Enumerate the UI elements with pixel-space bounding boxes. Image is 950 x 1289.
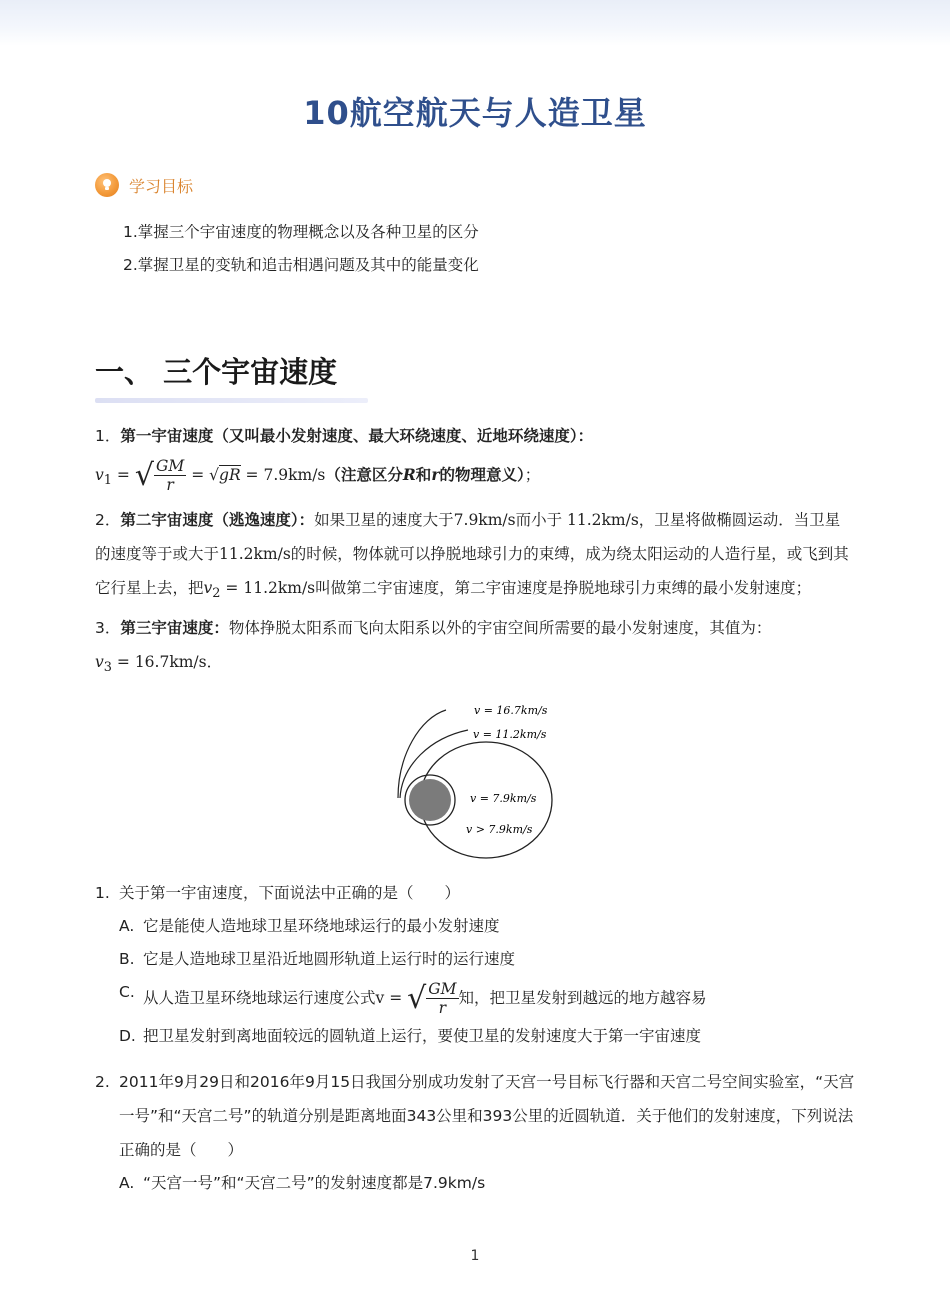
third-velocity-value: $v_3 = 16.7km/s$． bbox=[95, 653, 223, 676]
section-underline bbox=[95, 398, 368, 403]
page-number: 1 bbox=[470, 1248, 480, 1264]
body-content bbox=[95, 419, 855, 685]
paragraph-first-cosmic-velocity: 1．第一宇宙速度（又叫最小发射速度、最大环绕速度、近地环绕速度）： bbox=[95, 427, 594, 445]
section-title: 一、 三个宇宙速度 bbox=[95, 355, 338, 389]
learning-goals-label: 学习目标 bbox=[129, 176, 194, 196]
label-gt-7-9: v > 7.9km/s bbox=[466, 823, 533, 836]
label-7-9: v = 7.9km/s bbox=[470, 792, 537, 805]
learning-goals-list bbox=[123, 216, 479, 282]
question-2: 2. 2011年9月29日和2016年9月15日我国分别成功发射了天宫一号目标飞行器和天宫二号空间实验室，“天宫一号”和“天宫二号”的轨道分别是距离地面343公里和393公里的近圆轨道．关于他们的发射速度，下列说法正确的是（ ） bbox=[95, 1073, 855, 1159]
orbit-diagram bbox=[390, 700, 560, 862]
goal-item: 2.掌握卫星的变轨和追击相遇问题及其中的能量变化 bbox=[123, 256, 479, 274]
label-16-7: v = 16.7km/s bbox=[474, 704, 548, 717]
option-a: A. “天宫一号”和“天宫二号”的发射速度都是7.9km/s bbox=[119, 1174, 486, 1192]
earth bbox=[409, 779, 451, 821]
question-1: 1. 关于第一宇宙速度，下面说法中正确的是（ ） bbox=[95, 884, 461, 902]
questions bbox=[95, 876, 865, 1200]
goal-item: 1.掌握三个宇宙速度的物理概念以及各种卫星的区分 bbox=[123, 223, 479, 241]
learning-goals-header bbox=[95, 172, 193, 198]
paragraph-third-cosmic-velocity: 3．第三宇宙速度：物体挣脱太阳系而飞向太阳系以外的宇宙空间所需要的最小发射速度，其值为： bbox=[95, 619, 772, 638]
paragraph-second-cosmic-velocity: 2．第二宇宙速度（逃逸速度）：如果卫星的速度大于7.9km/s而小于 11.2km/s，卫星将做椭圆运动．当卫星的速度等于或大于11.2km/s的时候，物体就可以挣脱地球引力的束缚，成为绕太阳运动的人造行星，或飞到其它行星上去，把$v_2 = 11.2km/s$叫做第二宇宙速度，第二宇宙速度是挣脱地球引力束缚的最小发射速度； bbox=[95, 511, 849, 602]
formula-line: $v_1$ = √ $\frac{GM}{r}$ = √gR = 7.9km/s（注意区分R和r的物理意义）； bbox=[95, 457, 541, 494]
lightbulb-icon bbox=[95, 173, 119, 197]
sqrt-gm-over-r: √ $\frac{GM}{r}$ bbox=[134, 457, 185, 494]
page-title: 10航空航天与人造卫星 bbox=[303, 94, 647, 132]
option-b: B. 它是人造地球卫星沿近地圆形轨道上运行时的运行速度 bbox=[119, 950, 516, 968]
option-a: A. 它是能使人造地球卫星环绕地球运行的最小发射速度 bbox=[119, 917, 500, 935]
label-11-2: v = 11.2km/s bbox=[473, 728, 547, 741]
option-c: C. 从人造卫星环绕地球运行速度公式v = √ $\frac{GM}{r}$ 知，把卫星发射到越远的地方越容易 bbox=[119, 980, 707, 1017]
option-d: D. 把卫星发射到离地面较远的圆轨道上运行，要使卫星的发射速度大于第一宇宙速度 bbox=[119, 1027, 702, 1045]
header-band bbox=[0, 0, 950, 46]
